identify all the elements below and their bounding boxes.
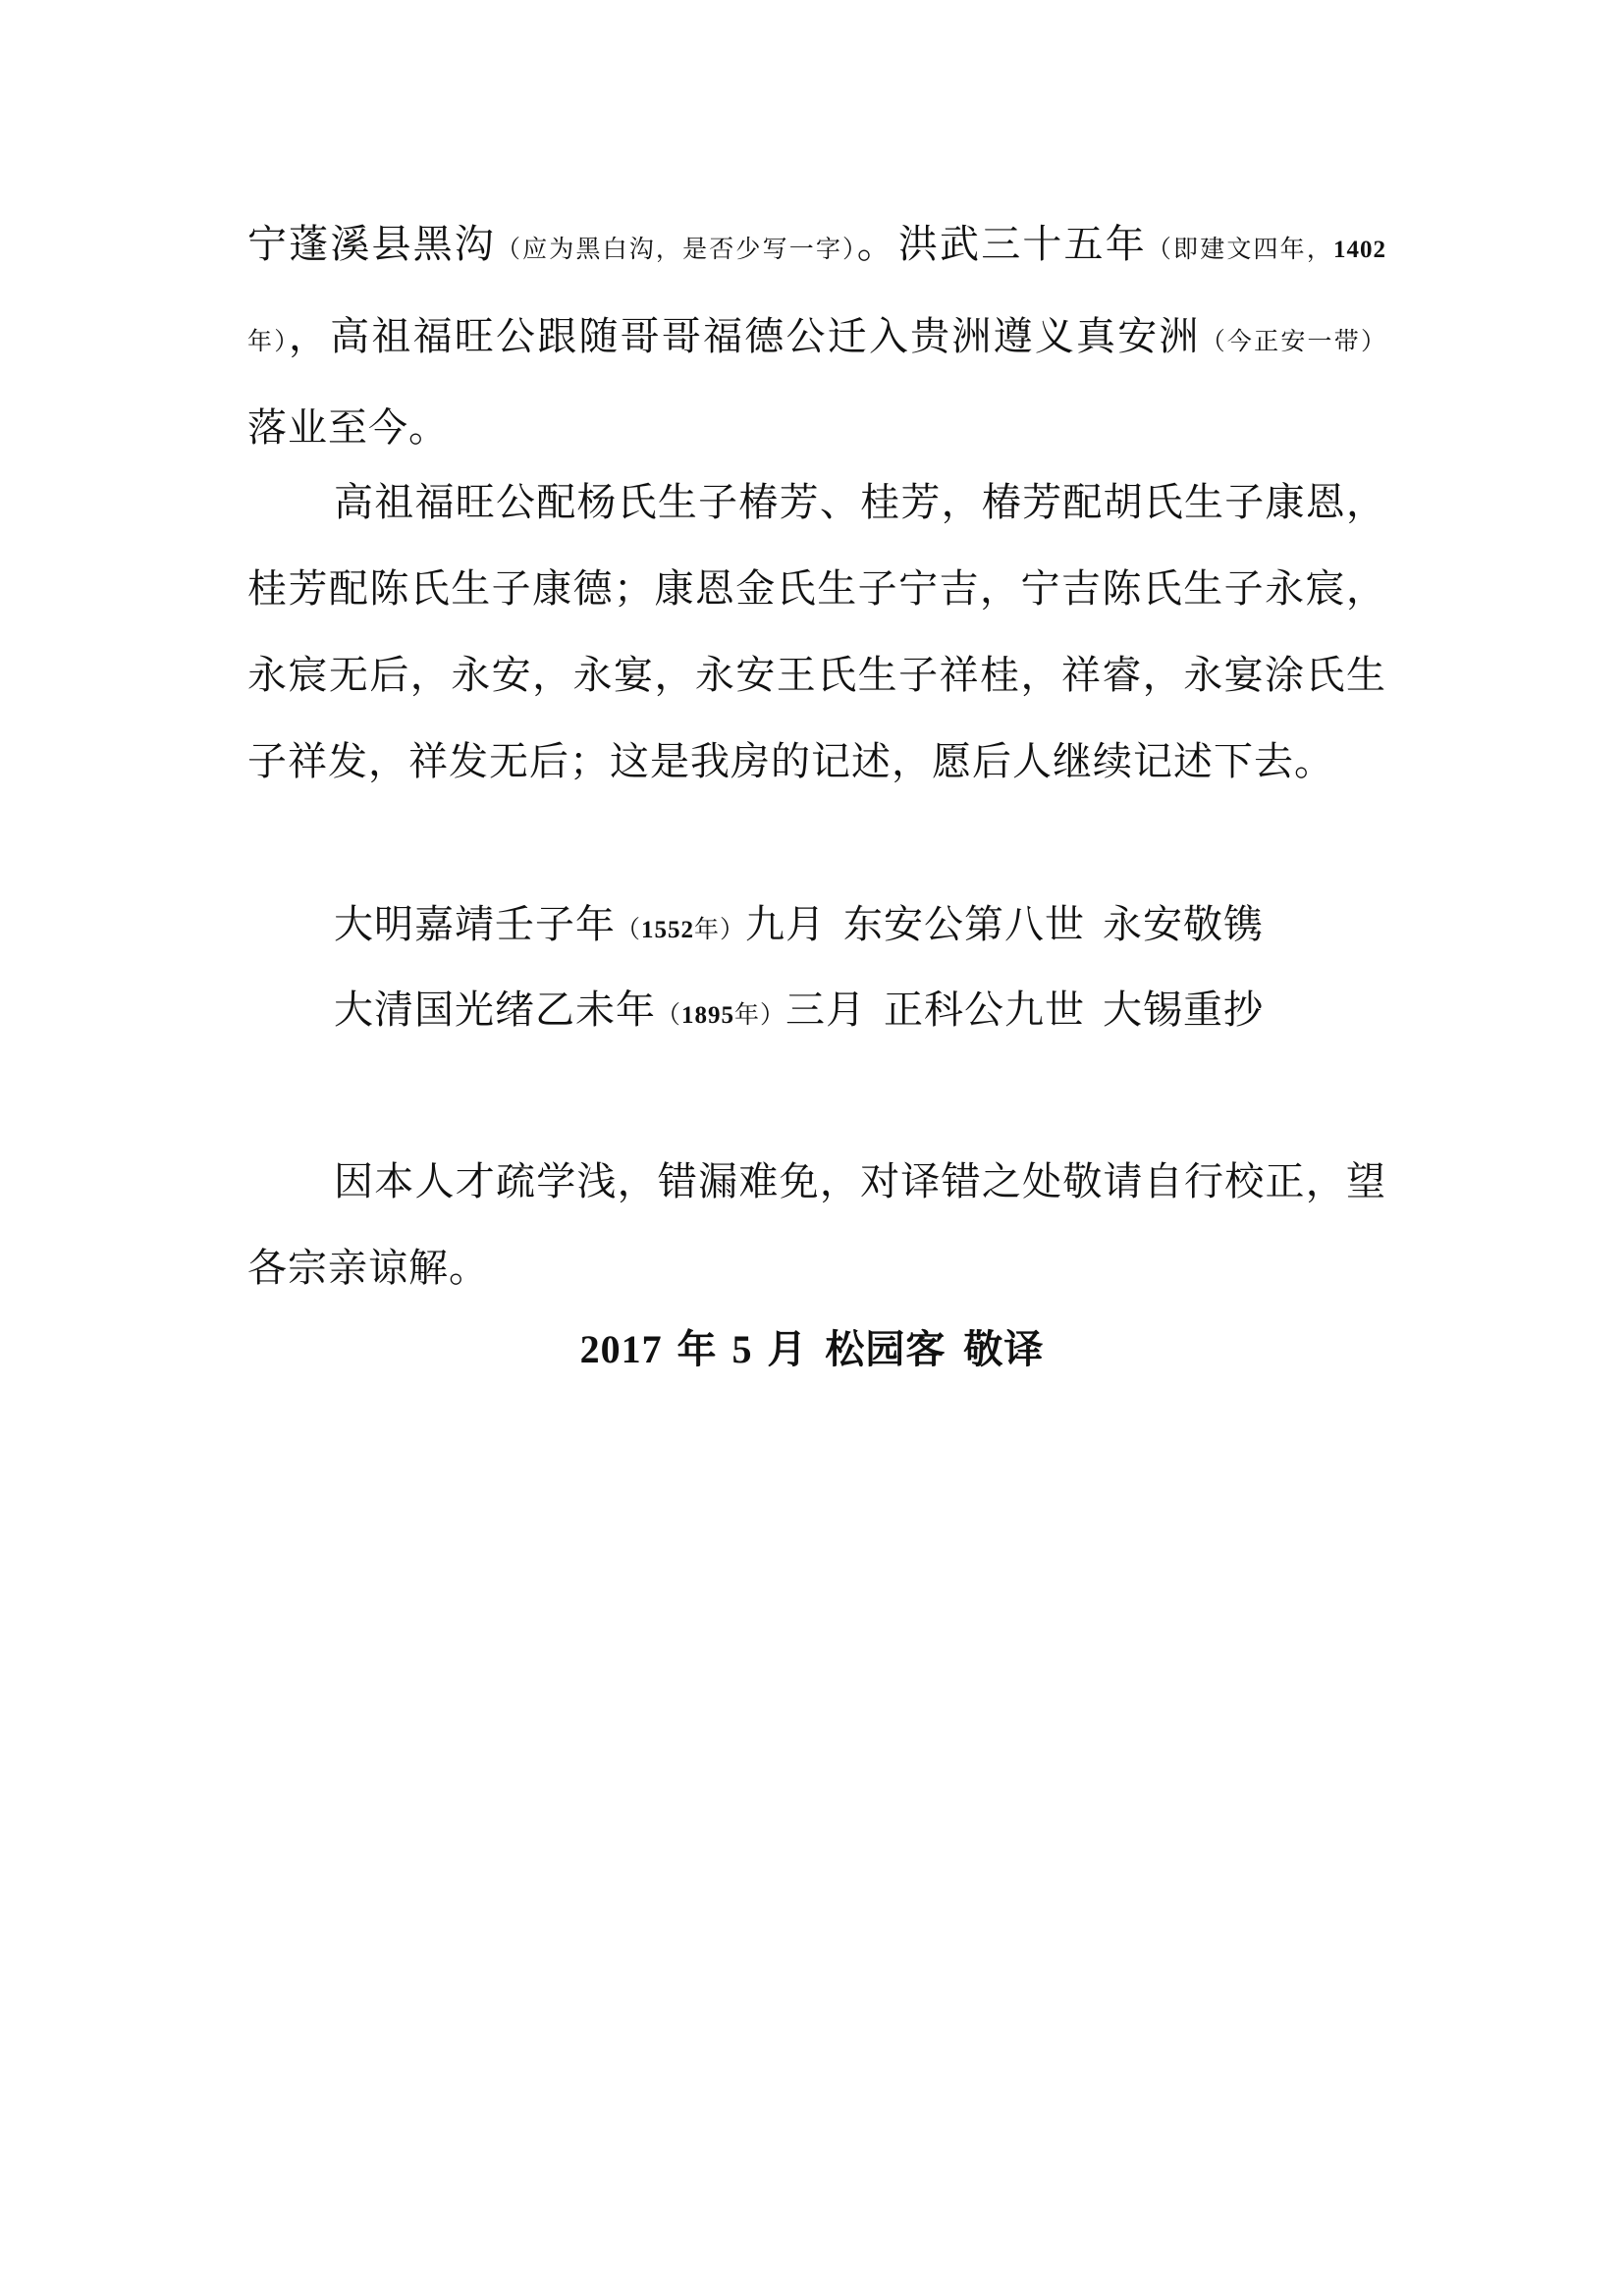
annotation-note: （应为黑白沟，是否少写一字）	[495, 235, 857, 263]
final-month: 5	[731, 1327, 753, 1371]
sign-name: 永安敬镌	[1103, 902, 1265, 947]
sign-generation: 正科公九世	[884, 988, 1086, 1033]
sign-year-num: 1895	[681, 1002, 735, 1029]
paragraph-migration	[247, 201, 1386, 471]
final-month-suffix: 月	[767, 1326, 808, 1372]
sign-era: 大清国光绪乙未年	[334, 988, 656, 1033]
signature-ming	[334, 895, 1264, 960]
annotation-note: 年）	[247, 327, 289, 355]
text-segment: 宁蓬溪县黑沟	[247, 222, 496, 267]
final-author: 松园客	[825, 1326, 947, 1372]
annotation-year: 1402	[1333, 237, 1387, 263]
final-year-suffix: 年	[677, 1326, 718, 1372]
signature-qing	[334, 981, 1264, 1045]
sign-month: 九月	[745, 902, 827, 947]
sign-year-suffix: 年）	[734, 1000, 786, 1029]
paragraph-translator-note: 因本人才疏学浅，错漏难免，对译错之处敬请自行校正，望各宗亲谅解。	[247, 1159, 1386, 1291]
sign-generation: 东安公第八世	[843, 902, 1086, 947]
sign-era: 大明嘉靖壬子年	[334, 902, 616, 947]
final-action: 敬译	[963, 1326, 1045, 1372]
text-segment: ，高祖福旺公跟随哥哥福德公迁入贵洲遵义真安洲	[288, 314, 1201, 359]
annotation-note: （今正安一带）	[1200, 327, 1386, 355]
text-segment: 落业至今。	[247, 405, 449, 451]
translator-signature	[0, 1320, 1624, 1379]
sign-year-note: （1895年）	[656, 1000, 786, 1029]
annotation-note: （即建文四年，	[1146, 235, 1334, 263]
sign-month: 三月	[785, 988, 867, 1033]
sign-year-suffix: 年）	[694, 915, 746, 943]
paragraph-lineage: 高祖福旺公配杨氏生子椿芳、桂芳，椿芳配胡氏生子康恩，桂芳配陈氏生子康德；康恩金氏生子宁吉，宁吉陈氏生子永宸，永宸无后，永安，永宴，永安王氏生子祥桂，祥睿，永宴涂氏生子祥发，祥发无后；这是我房的记述，愿后人继续记述下去。	[247, 480, 1386, 784]
final-year: 2017	[579, 1327, 663, 1371]
text-segment: 。洪武三十五年	[856, 222, 1147, 267]
sign-name: 大锡重抄	[1103, 988, 1265, 1033]
sign-year-note: （1552年）	[616, 915, 746, 943]
sign-year-num: 1552	[641, 917, 695, 943]
